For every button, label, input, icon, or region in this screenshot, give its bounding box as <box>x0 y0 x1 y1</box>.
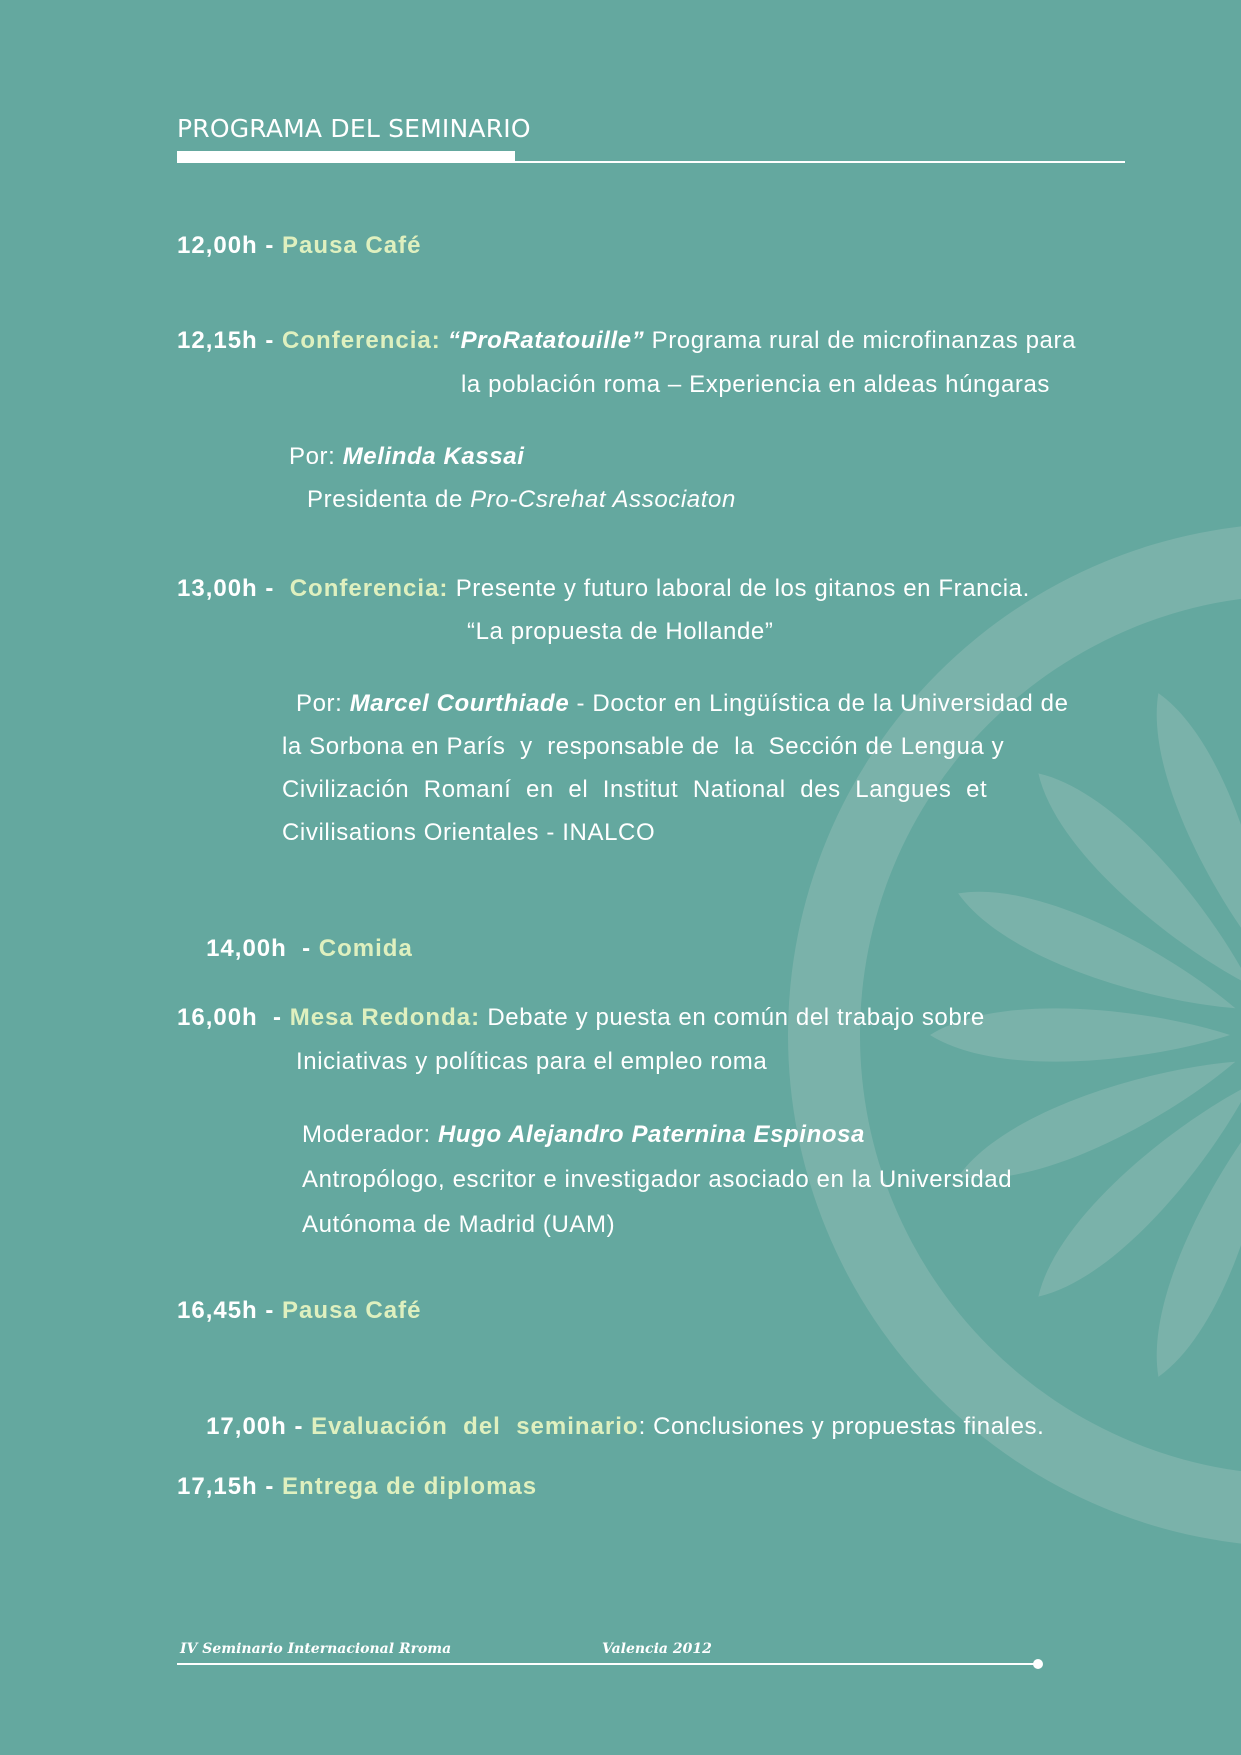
event-label: Conferencia: <box>289 575 449 602</box>
event-title: Pausa Café <box>282 1297 422 1324</box>
event-title: Pausa Café <box>282 232 422 259</box>
event-title: Entrega de diplomas <box>282 1473 538 1500</box>
time: 17,15h <box>177 1473 258 1500</box>
por-label: Por: <box>296 690 350 717</box>
separator: - <box>257 575 290 602</box>
moderator-line <box>302 1121 865 1149</box>
schedule-item-diplomas <box>177 1473 537 1501</box>
schedule-item-lunch <box>177 907 413 991</box>
speaker-bio-1: - Doctor en Lingüística de la Universidad de <box>569 690 1069 717</box>
separator: - <box>257 232 283 259</box>
event-description: Programa rural de microfinanzas para <box>644 327 1077 354</box>
speaker-name: Marcel Courthiade <box>349 690 570 717</box>
separator: - <box>286 935 319 962</box>
moderator-name: Hugo Alejandro Paternina Espinosa <box>438 1121 865 1148</box>
speaker-role <box>307 486 736 514</box>
schedule-item-coffee-break-1 <box>177 232 421 260</box>
schedule-item-evaluation <box>177 1385 1044 1469</box>
separator: - <box>257 1297 283 1324</box>
time: 16,45h <box>177 1297 258 1324</box>
event-description: Debate y puesta en común del trabajo sobre <box>480 1004 985 1031</box>
event-label: Conferencia: <box>282 327 441 354</box>
time: 17,00h <box>206 1413 287 1440</box>
event-description-line-2: la población roma – Experiencia en aldeas húngaras <box>461 371 1051 398</box>
footer-location-year: Valencia 2012 <box>602 1641 712 1657</box>
event-description: Presente y futuro laboral de los gitanos en Francia. <box>448 575 1030 602</box>
footer-seminar-name: IV Seminario Internacional Rroma <box>180 1641 452 1657</box>
event-description-line-2: Iniciativas y políticas para el empleo roma <box>296 1048 768 1075</box>
event-title: Comida <box>318 935 413 962</box>
separator: - <box>257 327 283 354</box>
footer-rule <box>177 1663 1039 1665</box>
speaker-bio-3: Civilización Romaní en el Institut National des Langues et <box>282 776 988 803</box>
schedule-item-round-table <box>177 1004 985 1032</box>
organization: Pro-Csrehat Associaton <box>470 486 736 513</box>
por-label: Por: <box>289 443 343 470</box>
speaker-bio-4: Civilisations Orientales - INALCO <box>282 819 656 846</box>
event-description-line-2: “La propuesta de Hollande” <box>467 618 774 645</box>
speaker-line <box>289 443 525 471</box>
moderator-bio-2: Autónoma de Madrid (UAM) <box>302 1211 616 1238</box>
schedule-item-coffee-break-2 <box>177 1297 421 1325</box>
time: 12,00h <box>177 232 258 259</box>
event-quoted-title: “ProRatatouille” <box>448 327 645 354</box>
time: 12,15h <box>177 327 258 354</box>
role-prefix: Presidenta de <box>307 486 471 513</box>
moderator-bio-1: Antropólogo, escritor e investigador asociado en la Universidad <box>302 1166 1013 1193</box>
moderator-label: Moderador: <box>302 1121 438 1148</box>
event-description: : Conclusiones y propuestas finales. <box>638 1413 1045 1440</box>
speaker-name: Melinda Kassai <box>342 443 525 470</box>
time: 14,00h <box>206 935 287 962</box>
separator: - <box>286 1413 312 1440</box>
schedule-item-conference-1 <box>177 327 1076 355</box>
separator: - <box>257 1473 283 1500</box>
time: 16,00h <box>177 1004 258 1031</box>
title-underline-thin <box>177 161 1125 163</box>
time: 13,00h <box>177 575 258 602</box>
separator: - <box>257 1004 290 1031</box>
schedule-item-conference-2 <box>177 575 1030 603</box>
speaker-line <box>296 690 1069 718</box>
section-title: PROGRAMA DEL SEMINARIO <box>177 114 531 143</box>
title-underline-thick <box>177 151 515 161</box>
footer-rule-dot <box>1033 1659 1043 1669</box>
speaker-bio-2: la Sorbona en París y responsable de la Sección de Lengua y <box>282 733 1005 760</box>
event-label: Mesa Redonda: <box>289 1004 481 1031</box>
event-label: Evaluación del seminario <box>311 1413 639 1440</box>
